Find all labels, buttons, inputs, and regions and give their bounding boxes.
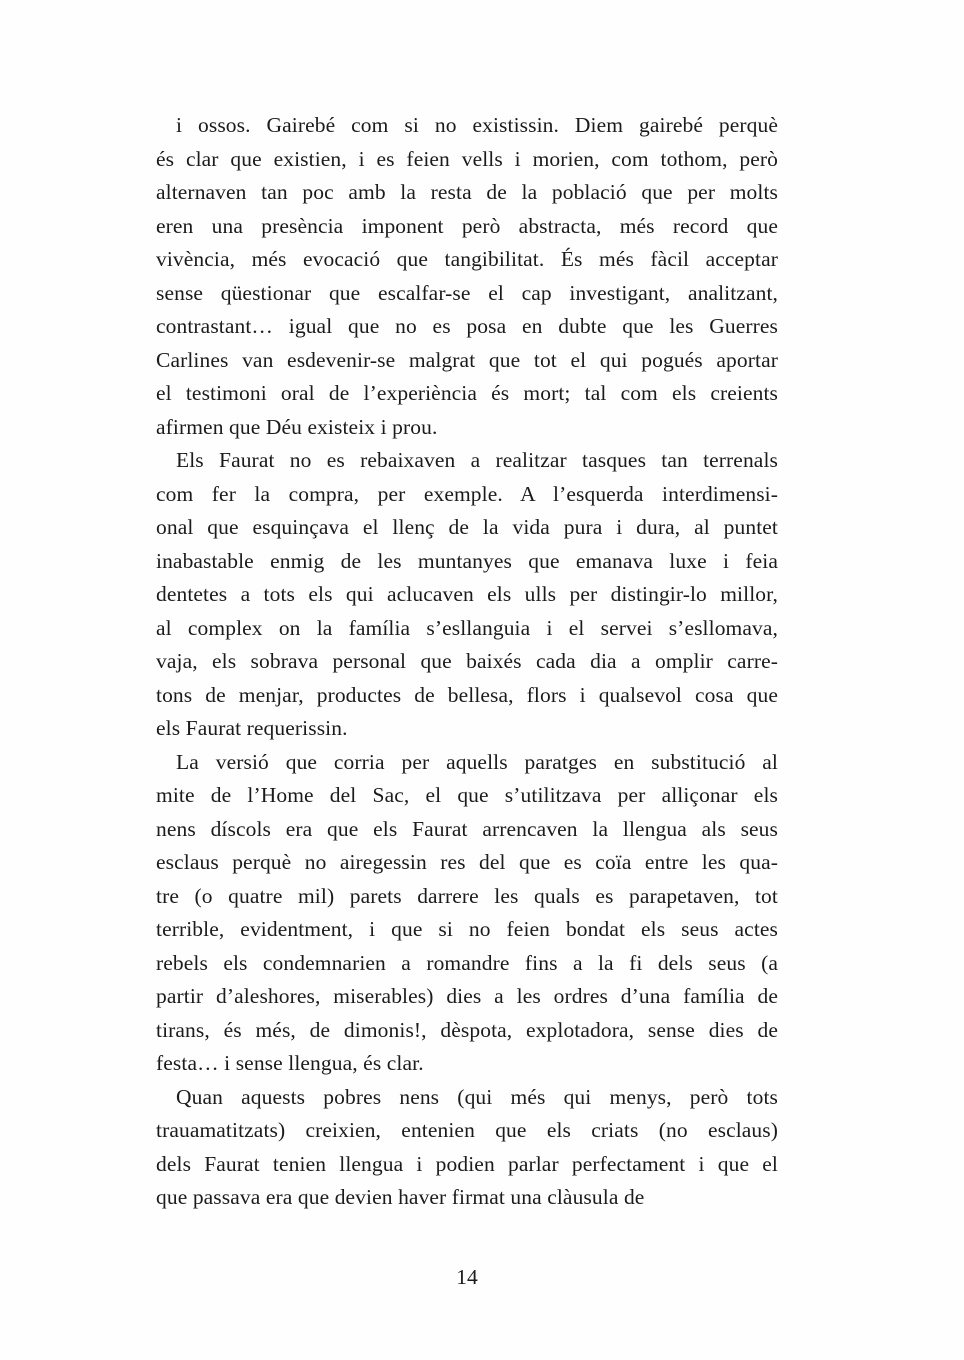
text-line: Els Faurat no es rebaixaven a realitzar tasques tan terrenals [176, 448, 778, 472]
text-line: alternaven tan poc amb la resta de la població que per molts [156, 180, 778, 204]
paragraph [156, 1081, 778, 1215]
text-line: dentetes a tots els qui aclucaven els ulls per distingir-lo millor, [156, 582, 778, 606]
text-line: els Faurat requerissin. [156, 716, 348, 740]
text-line: terrible, evidentment, i que si no feien bondat els seus actes [156, 917, 778, 941]
text-line: Quan aquests pobres nens (qui més qui menys, però tots [176, 1084, 778, 1109]
text-line: tons de menjar, productes de bellesa, flors i qualsevol cosa que [156, 682, 778, 707]
text-line: La versió que corria per aquells paratges en substitució al [176, 749, 778, 774]
text-line: vaja, els sobrava personal que baixés cada dia a omplir carre- [156, 649, 778, 673]
text-line: i ossos. Gairebé com si no existissin. Diem gairebé perquè [176, 113, 778, 137]
text-line: nens díscols era que els Faurat arrencaven la llengua als seus [156, 816, 778, 841]
text-line: tirans, és més, de dimonis!, dèspota, explotadora, sense dies de [156, 1017, 778, 1042]
text-line: tre (o quatre mil) parets darrere les quals es parapetaven, tot [156, 883, 778, 908]
text-line: mite de l’Home del Sac, el que s’utilitzava per alliçonar els [156, 783, 778, 807]
text-line: partir d’aleshores, miserables) dies a les ordres d’una família de [156, 984, 778, 1008]
text-line: al complex on la família s’esllanguia i el servei s’esllomava, [156, 615, 778, 640]
text-line: contrastant… igual que no es posa en dubte que les Guerres [156, 314, 778, 338]
text-line: el testimoni oral de l’experiència és mort; tal com els creients [156, 381, 778, 405]
paragraph [156, 109, 778, 444]
text-block [156, 109, 778, 1215]
text-line: Carlines van esdevenir-se malgrat que tot el qui pogués aportar [156, 347, 778, 372]
text-line: dels Faurat tenien llengua i podien parlar perfectament i que el [156, 1151, 778, 1176]
text-line: festa… i sense llengua, és clar. [156, 1051, 424, 1075]
text-line: com fer la compra, per exemple. A l’esquerda interdimensi- [156, 481, 778, 506]
paragraph [156, 444, 778, 746]
text-line: eren una presència imponent però abstracta, més record que [156, 213, 778, 238]
text-line: afirmen que Déu existeix i prou. [156, 414, 438, 439]
text-line: onal que esquinçava el llenç de la vida pura i dura, al puntet [156, 515, 778, 539]
text-line: inabastable enmig de les muntanyes que emanava luxe i feia [156, 548, 778, 573]
paragraph [156, 746, 778, 1081]
text-line: que passava era que devien haver firmat una clàusula de [156, 1185, 645, 1209]
page-number: 14 [456, 1265, 478, 1289]
text-line: rebels els condemnarien a romandre fins a la fi dels seus (a [156, 950, 778, 975]
text-line: sense qüestionar que escalfar-se el cap investigant, analitzant, [156, 280, 778, 305]
text-line: esclaus perquè no airegessin res del que es coïa entre les qua- [156, 850, 778, 874]
text-line: trauamatitzats) creixien, entenien que els criats (no esclaus) [156, 1118, 778, 1142]
text-line: és clar que existien, i es feien vells i morien, com tothom, però [156, 146, 778, 171]
text-line: vivència, més evocació que tangibilitat. És més fàcil acceptar [156, 247, 778, 271]
